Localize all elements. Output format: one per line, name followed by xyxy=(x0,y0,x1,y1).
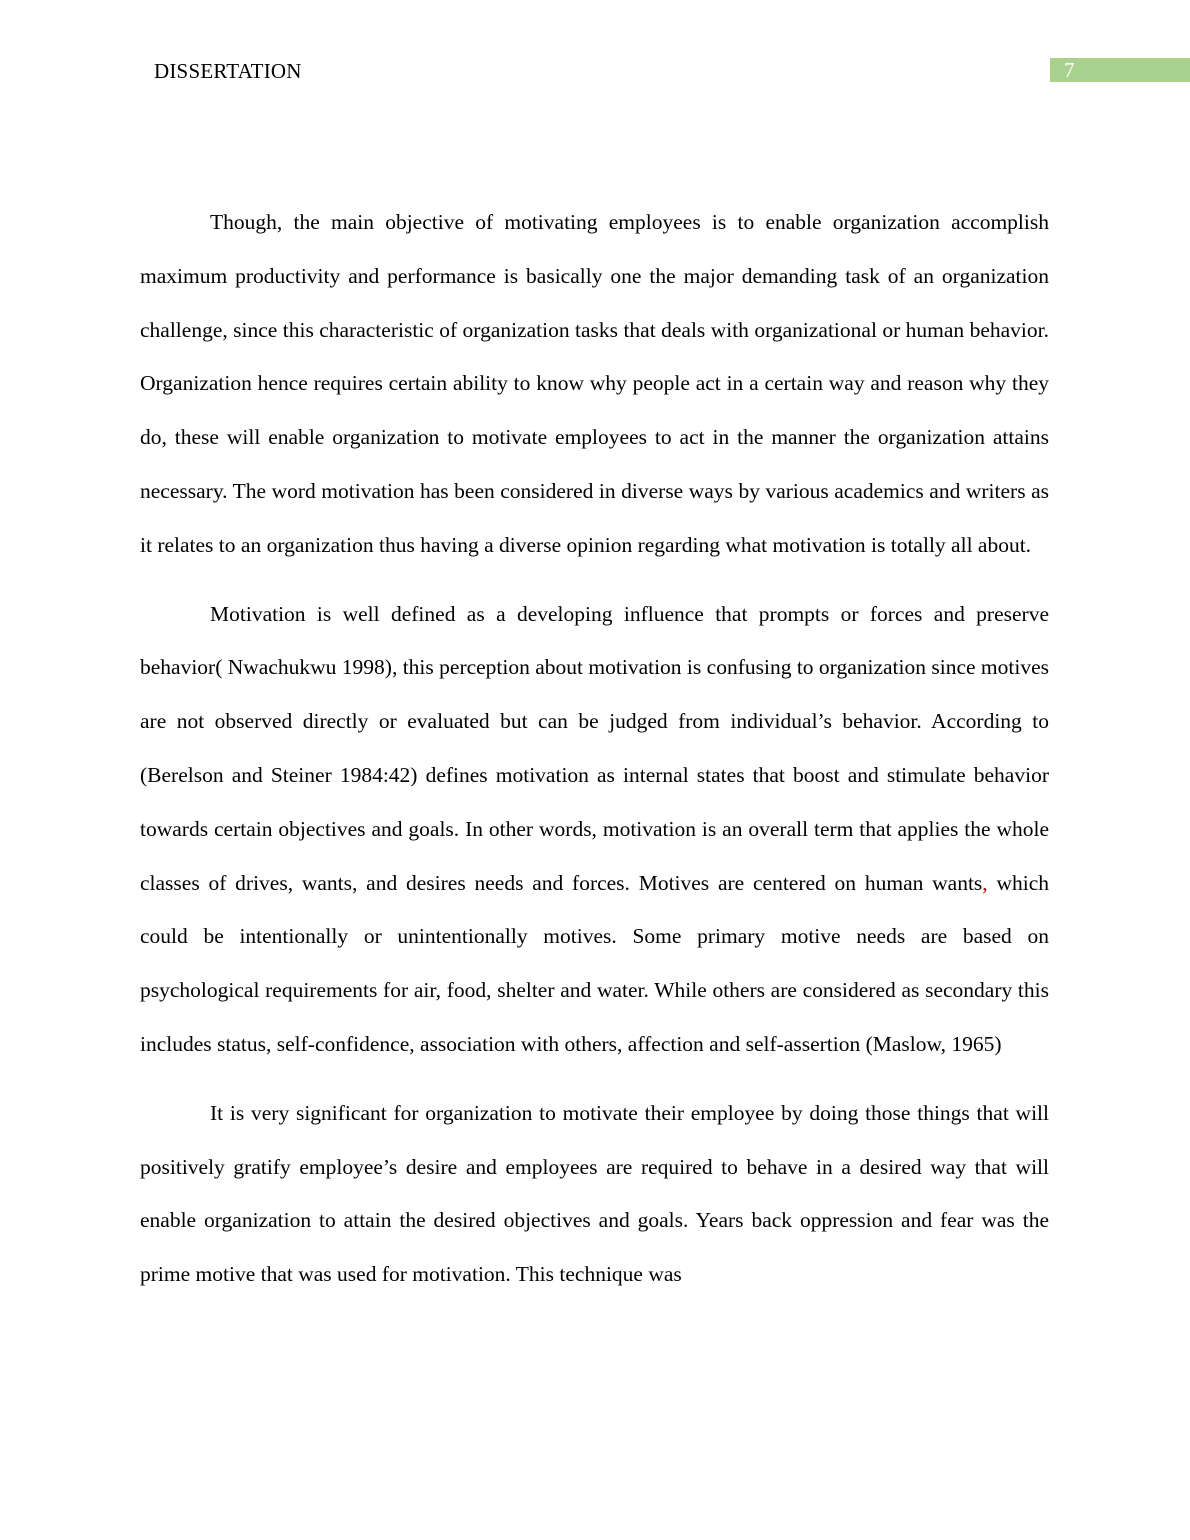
paragraph-3: It is very significant for organization to motivate their employee by doing those things that will positively gratify employee’s desire and employees are required to behave in a desired way that will enable organization to attain the desired objectives and goals. Years back oppression and fear was the prime motive that was used for motivation. This technique was xyxy=(140,1100,1049,1287)
paragraph-2-part-1: Motivation is well defined as a developing influence that prompts or forces and preserve behavior( Nwachukwu 1998), this perception about motivation is confusing to organization since motives are not observed directly or evaluated but can be judged from individual’s behavior. According to (Berelson and Steiner 1984:42) defines motivation as internal states that boost and stimulate behavior towards certain objectives and goals. In other words, motivation is an overall term that applies the whole classes of drives, wants, and desires needs and forces. Motives are centered on human wants xyxy=(140,601,1049,895)
red-comma-mark: , xyxy=(982,870,988,895)
paragraph-2-part-2: which could be intentionally or unintentionally motives. Some primary motive needs are based on psychological requirements for air, food, shelter and water. While others are considered as secondary this includes status, self-confidence, association with others, affection and self-assertion (Maslow, 1965) xyxy=(140,870,1049,1056)
paragraph-1: Though, the main objective of motivating employees is to enable organization accomplish maximum productivity and performance is basically one the major demanding task of an organization challenge, since this characteristic of organization tasks that deals with organizational or human behavior. Organization hence requires certain ability to know why people act in a certain way and reason why they do, these will enable organization to motivate employees to act in the manner the organization attains necessary. The word motivation has been considered in diverse ways by various academics and writers as it relates to an organization thus having a diverse opinion regarding what motivation is totally all about. xyxy=(140,210,1049,557)
document-body xyxy=(140,196,1049,1317)
page-number-box xyxy=(1050,58,1190,82)
paragraph-2 xyxy=(140,588,1049,1072)
page-number: 7 xyxy=(1064,58,1075,82)
running-head: DISSERTATION xyxy=(154,59,302,83)
